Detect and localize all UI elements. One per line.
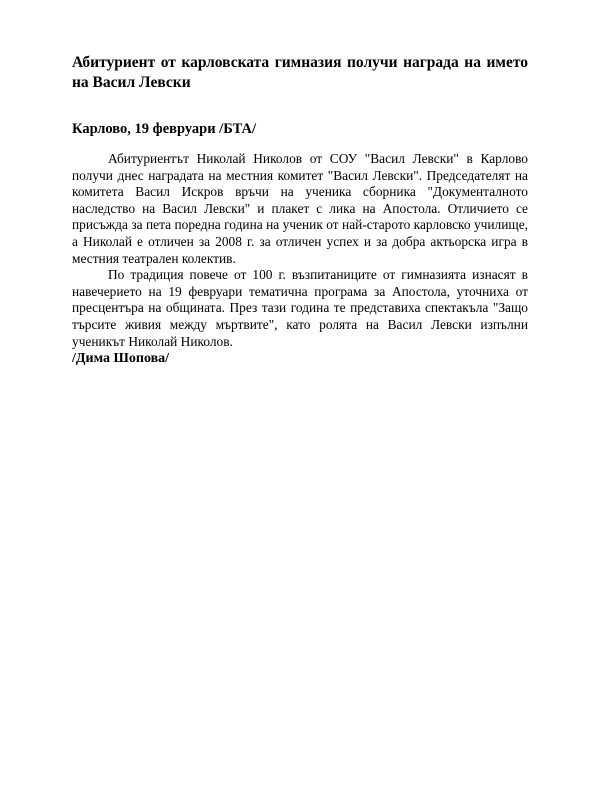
article-paragraph: По традиция повече от 100 г. възпитаниците от гимназията изнасят в навечерието на 19 февруари тематична програма за Апостола, уточниха от пресцентъра на общината. През тази година те представиха спектакъла "Защо търсите живия между мъртвите", като ролята на Васил Левски изпълни ученикът Николай Николов. [72, 267, 528, 349]
article-paragraph: Абитуриентът Николай Николов от СОУ "Васил Левски" в Карлово получи днес наградата на местния комитет "Васил Левски". Председателят на комитета Васил Искров връчи на ученика сборника "Документалното наследство на Васил Левски" и плакет с лика на Апостола. Отличието се присъжда за пета поредна година на ученик от най-старото карловско училище, а Николай е отличен за 2008 г. за отличен успех и за добра актьорска игра в местния театрален колектив. [72, 151, 528, 266]
article-title: Абитуриент от карловската гимназия получи награда на името на Васил Левски [72, 54, 528, 91]
article-body [72, 151, 528, 350]
author-signature: /Дима Шопова/ [72, 351, 170, 366]
article-dateline: Карлово, 19 февруари /БТА/ [72, 121, 257, 137]
